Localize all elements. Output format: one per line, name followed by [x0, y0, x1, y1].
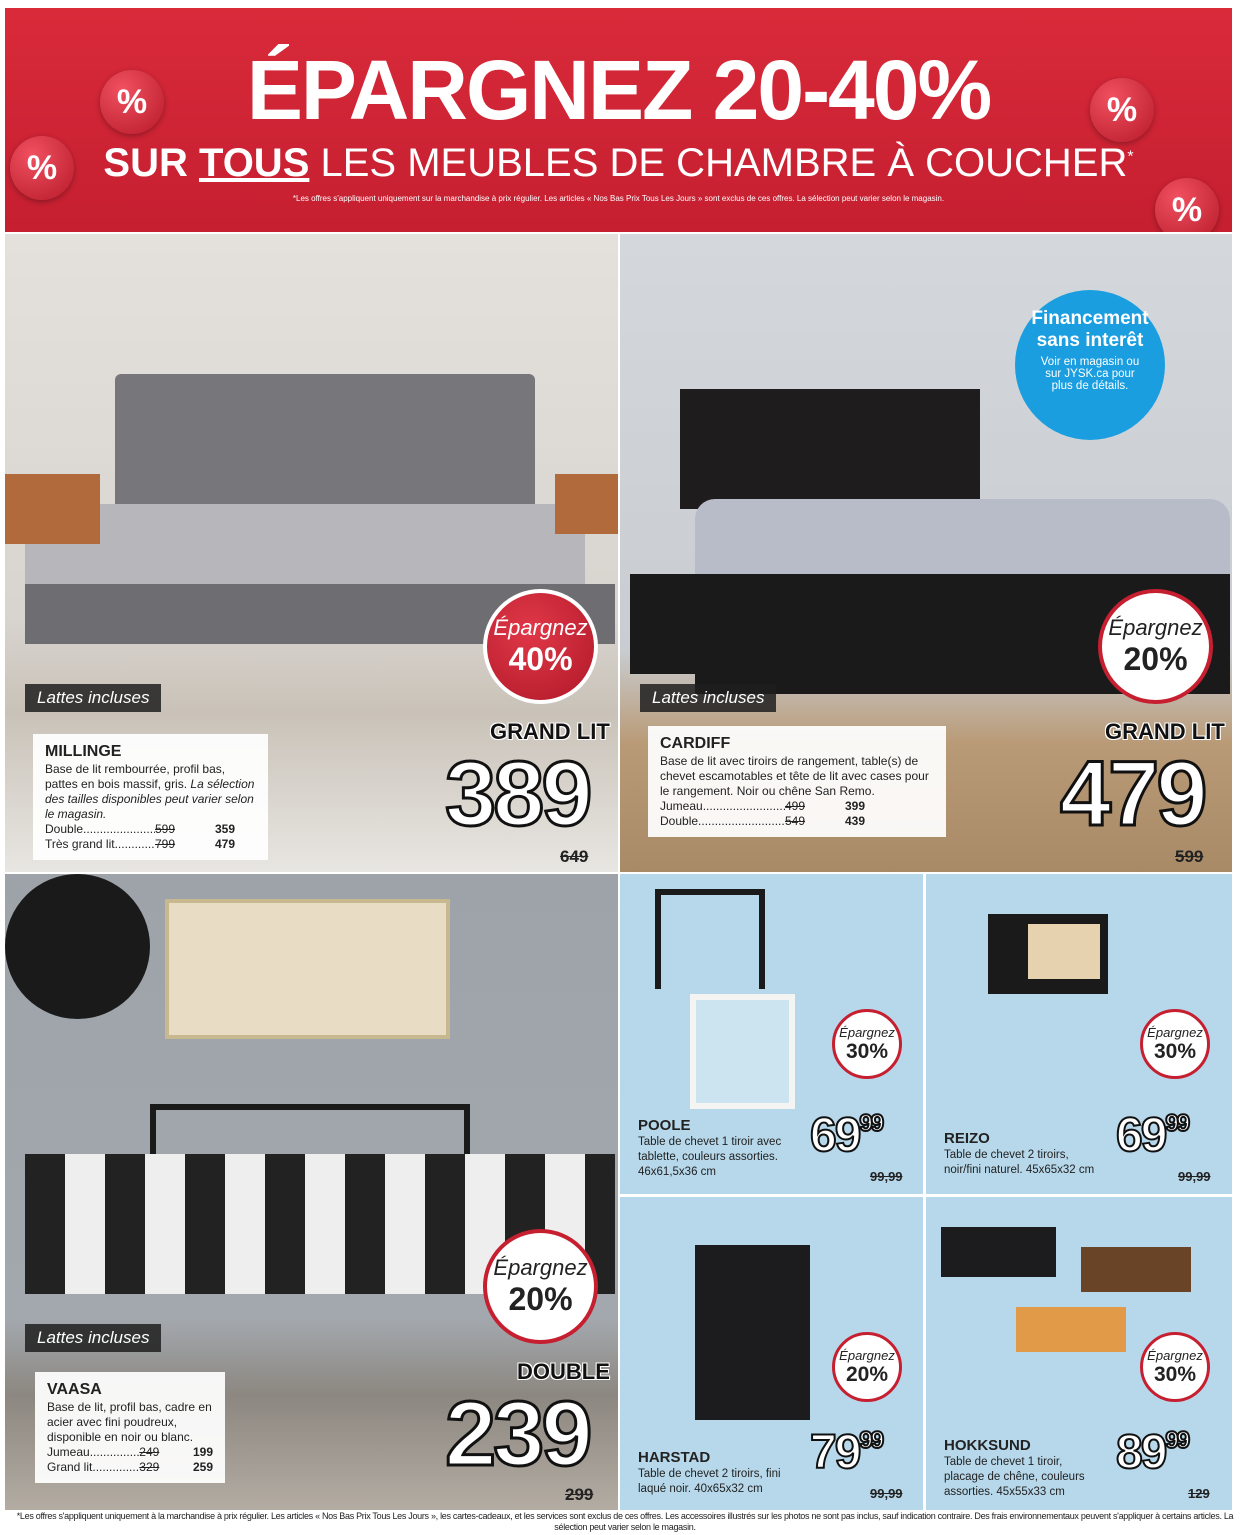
save-word: Épargnez: [1108, 615, 1203, 640]
product-name: CARDIFF: [660, 735, 731, 752]
size-old-price: 249: [139, 1445, 160, 1459]
sale-price: [810, 1426, 883, 1479]
size-label: Double .....: [45, 822, 155, 837]
discount-value: 20%: [508, 1281, 573, 1317]
price-cents: 99: [1165, 1110, 1189, 1137]
save-word: Épargnez: [1147, 1024, 1203, 1040]
size-label: GRAND LIT: [490, 719, 610, 744]
size-row: [47, 1445, 213, 1460]
poole-cell: [620, 874, 923, 1194]
size-label: GRAND LIT: [1105, 719, 1225, 744]
product-name: REIZO: [944, 1130, 990, 1147]
discount-badge: [483, 1229, 598, 1344]
save-word: Épargnez: [493, 1255, 588, 1280]
regular-price: 649: [560, 847, 589, 866]
size-old-price: 599: [155, 822, 176, 836]
discount-value: 40%: [508, 641, 573, 677]
sub-emphasis: TOUS: [198, 141, 310, 185]
discount-value: 30%: [1153, 1362, 1197, 1386]
cardiff-info: [648, 726, 946, 837]
discount-badge: [1140, 1332, 1210, 1402]
discount-badge: [483, 589, 598, 704]
size-label: Double .....: [660, 814, 785, 829]
sale-price: 389: [445, 743, 590, 845]
size-label: Jumeau .....: [660, 799, 785, 814]
slats-included-tag: Lattes incluses: [25, 684, 161, 712]
reizo-photo: [988, 914, 1108, 994]
size-new-price: 359: [215, 822, 236, 836]
size-label: DOUBLE: [517, 1359, 610, 1384]
size-old-price: 799: [155, 837, 176, 851]
sub-rest: LES MEUBLES DE CHAMBRE À COUCHER: [320, 141, 1128, 185]
regular-price: 299: [565, 1485, 594, 1504]
product-note: La sélection des tailles disponibles peut varier selon le magasin.: [45, 777, 255, 821]
percent-ornament: %: [1155, 178, 1219, 232]
discount-badge: [1098, 589, 1213, 704]
size-new-price: 439: [845, 814, 866, 828]
millinge-panel: [5, 234, 618, 872]
save-word: Épargnez: [839, 1347, 895, 1363]
product-name: VAASA: [47, 1381, 102, 1398]
discount-value: 20%: [845, 1362, 889, 1386]
size-row: [660, 814, 934, 829]
size-new-price: 259: [192, 1460, 213, 1474]
regular-price: 99,99: [870, 1169, 903, 1184]
harstad-photo: [695, 1245, 810, 1420]
discount-badge: [832, 1332, 902, 1402]
regular-price: 99,99: [1178, 1169, 1211, 1184]
slats-included-tag: Lattes incluses: [25, 1324, 161, 1352]
size-old-price: 329: [139, 1460, 160, 1474]
price-cents: 99: [859, 1427, 883, 1454]
hokksund-cell: [926, 1197, 1232, 1510]
size-label: Jumeau .....: [47, 1445, 139, 1460]
size-row: [45, 822, 256, 837]
percent-ornament: %: [1090, 78, 1154, 142]
vaasa-panel: [5, 874, 618, 1510]
headline: ÉPARGNEZ 20-40%: [246, 43, 991, 137]
footer-disclaimer: *Les offres s'appliquent uniquement à la marchandise à prix régulier. Les articles « Nos Bas Prix Tous Les Jours », les cartes-cadeaux, et les services sont exclus de ces offres. Les accessoires illustrés sur les photos ne sont pas inclus, sauf indication contraire. Des frais environnementaux peuvent s'appliquer à certains articles. La sélection peut varier selon le magasin.: [16, 1511, 1234, 1532]
sale-price: [1116, 1426, 1189, 1479]
size-row: [660, 799, 934, 814]
discount-value: 30%: [845, 1039, 889, 1063]
discount-badge: [1140, 1009, 1210, 1079]
regular-price: 99,99: [870, 1486, 903, 1501]
price-dollars: 69: [810, 1109, 860, 1162]
size-new-price: 399: [845, 799, 866, 813]
financing-subtitle: sans interêt: [1036, 330, 1144, 351]
size-new-price: 479: [215, 837, 236, 851]
vaasa-info: [35, 1372, 225, 1483]
poole-photo: [655, 889, 765, 989]
product-name: POOLE: [638, 1117, 691, 1134]
asterisk: *: [1127, 148, 1134, 166]
product-name: HOKKSUND: [944, 1437, 1031, 1454]
size-new-price: 199: [192, 1445, 213, 1459]
product-desc: Table de chevet 1 tiroir, placage de chêne, couleurs assorties. 45x55x33 cm: [944, 1456, 1085, 1498]
cardiff-panel: [620, 234, 1232, 872]
discount-value: 20%: [1123, 641, 1188, 677]
regular-price: 129: [1188, 1486, 1210, 1501]
size-row: [45, 837, 256, 852]
price-dollars: 69: [1116, 1109, 1166, 1162]
size-old-price: 499: [785, 799, 806, 813]
regular-price: 599: [1175, 847, 1204, 866]
sub-prefix: SUR: [103, 141, 188, 185]
price-cents: 99: [1165, 1427, 1189, 1454]
save-word: Épargnez: [839, 1024, 895, 1040]
promo-header: [5, 8, 1232, 232]
reizo-cell: [926, 874, 1232, 1194]
sale-price: 239: [445, 1383, 590, 1485]
sale-price: [1116, 1109, 1189, 1162]
header-disclaimer: *Les offres s'appliquent uniquement sur la marchandise à prix régulier. Les articles « Nos Bas Prix Tous Les Jours » sont exclus de ces offres. La sélection peut varier selon le magasin.: [292, 194, 945, 203]
product-desc: Base de lit, profil bas, cadre en acier avec fini poudreux, disponible en noir ou blanc.: [47, 1400, 212, 1444]
product-desc: Table de chevet 2 tiroirs, fini laqué noir. 40x65x32 cm: [638, 1468, 781, 1495]
size-label: Grand lit .....: [47, 1460, 139, 1475]
product-desc: Base de lit avec tiroirs de rangement, table(s) de chevet escamotables et tête de lit avec cases pour le rangement. Noir ou chêne San Remo.: [660, 754, 929, 798]
discount-value: 30%: [1153, 1039, 1197, 1063]
sale-price: [810, 1109, 883, 1162]
percent-ornament: %: [10, 136, 74, 200]
product-desc: Table de chevet 2 tiroirs, noir/fini naturel. 45x65x32 cm: [944, 1149, 1095, 1176]
product-desc: Table de chevet 1 tiroir avec tablette, couleurs assorties. 46x61,5x36 cm: [638, 1136, 782, 1178]
size-row: [47, 1460, 213, 1475]
price-dollars: 89: [1116, 1426, 1166, 1479]
millinge-info: [33, 734, 268, 860]
price-dollars: 79: [810, 1426, 860, 1479]
price-cents: 99: [859, 1110, 883, 1137]
size-label: Très grand lit .....: [45, 837, 155, 852]
percent-ornament: %: [100, 70, 164, 134]
financing-title: Financement: [1031, 308, 1149, 329]
save-word: Épargnez: [493, 615, 588, 640]
product-name: MILLINGE: [45, 743, 122, 760]
product-name: HARSTAD: [638, 1449, 711, 1466]
save-word: Épargnez: [1147, 1347, 1203, 1363]
slats-included-tag: Lattes incluses: [640, 684, 776, 712]
financing-body: Voir en magasin ou sur JYSK.ca pour plus de détails.: [1040, 356, 1140, 392]
discount-badge: [832, 1009, 902, 1079]
hokksund-photo: [941, 1227, 1056, 1277]
subheadline: [5, 143, 1232, 183]
size-old-price: 549: [785, 814, 806, 828]
product-desc: Base de lit rembourrée, profil bas, pattes en bois massif, gris.: [45, 762, 226, 791]
financing-badge: [1015, 290, 1165, 440]
sale-price: 479: [1060, 743, 1205, 845]
harstad-cell: [620, 1197, 923, 1510]
